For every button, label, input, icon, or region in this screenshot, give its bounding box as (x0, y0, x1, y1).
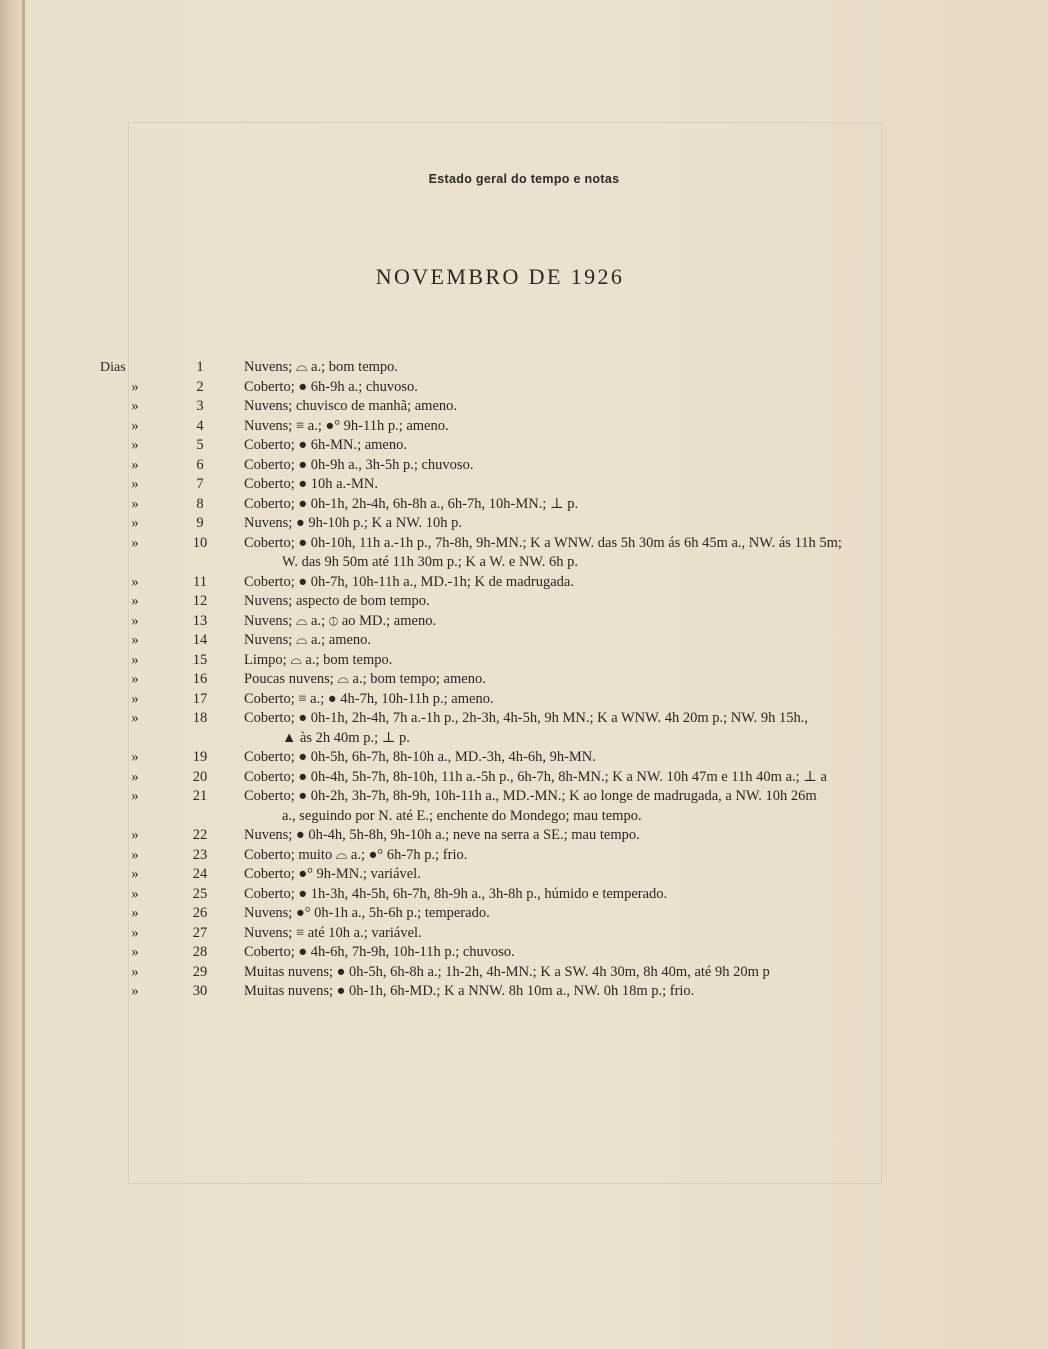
weather-note (244, 885, 904, 905)
weather-note-line: Limpo; ⌓ a.; bom tempo. (244, 651, 393, 668)
day-number: 10 (192, 534, 208, 551)
weather-note-line: Coberto; ● 6h-MN.; ameno. (244, 437, 407, 453)
day-number: 2 (196, 378, 204, 395)
weather-note-line: Nuvens; aspecto de bom tempo. (244, 593, 430, 609)
ditto-mark: » (131, 612, 139, 629)
entry-row (0, 709, 1048, 748)
day-number: 19 (192, 749, 208, 765)
weather-note (244, 573, 904, 593)
day-number: 11 (193, 573, 207, 590)
weather-note-line: Nuvens; ●° 0h-1h a., 5h-6h p.; temperado. (244, 905, 490, 921)
weather-note-line: Muitas nuvens; ● 0h-5h, 6h-8h a.; 1h-2h, 4h-MN.; K a SW. 4h 30m, 8h 40m, até 9h 20m p (244, 963, 770, 980)
ditto-mark: » (131, 885, 139, 902)
day-number: 21 (192, 788, 208, 804)
weather-note-line: Coberto; ≡ a.; ● 4h-7h, 10h-11h p.; ameno. (244, 690, 494, 707)
weather-note-line: Coberto; ● 0h-2h, 3h-7h, 8h-9h, 10h-11h a., MD.-MN.; K ao longe de madrugada, a NW. 10h 26m (244, 788, 817, 804)
ditto-mark: » (131, 515, 139, 531)
ditto-mark: » (131, 437, 139, 453)
entry-row (0, 456, 1048, 476)
entry-row (0, 436, 1048, 456)
weather-note (244, 514, 904, 534)
weather-note-line: Poucas nuvens; ⌓ a.; bom tempo; ameno. (244, 671, 486, 687)
ditto-mark: » (131, 846, 139, 863)
ditto-mark: » (131, 710, 139, 726)
day-number: 26 (192, 905, 208, 921)
entry-row (0, 904, 1048, 924)
entry-row (0, 378, 1048, 398)
ditto-mark: » (131, 534, 139, 551)
ditto-mark: » (131, 924, 139, 941)
day-number: 24 (192, 866, 208, 882)
weather-note-line: Coberto; ● 0h-1h, 2h-4h, 7h a.-1h p., 2h-3h, 4h-5h, 9h MN.; K a WNW. 4h 20m p.; NW. 9h 15h., (244, 710, 809, 726)
entry-row (0, 514, 1048, 534)
entry-row (0, 631, 1048, 651)
weather-note (244, 846, 904, 866)
weather-note (244, 768, 904, 788)
weather-note (244, 378, 904, 398)
weather-note-line: Nuvens; ● 0h-4h, 5h-8h, 9h-10h a.; neve na serra a SE.; mau tempo. (244, 827, 640, 843)
weather-note (244, 631, 904, 651)
weather-note-line: Nuvens; ≡ a.; ●° 9h-11h p.; ameno. (244, 417, 449, 434)
entry-row (0, 924, 1048, 944)
weather-note (244, 963, 904, 983)
weather-note-continuation: a., seguindo por N. até E.; enchente do Mondego; mau tempo. (282, 807, 642, 824)
entry-row (0, 943, 1048, 963)
day-number: 8 (196, 495, 204, 512)
entry-row (0, 846, 1048, 866)
entry-row (0, 495, 1048, 515)
entry-row (0, 748, 1048, 768)
weather-note (244, 612, 904, 632)
weather-note-line: Coberto; ●° 9h-MN.; variável. (244, 866, 421, 882)
weather-note-line: Coberto; ● 6h-9h a.; chuvoso. (244, 378, 418, 395)
day-number: 3 (196, 398, 204, 414)
day-number: 30 (192, 983, 208, 999)
weather-note-line: Nuvens; ⌓ a.; ⦶ ao MD.; ameno. (244, 612, 437, 629)
day-number: 25 (192, 885, 208, 902)
weather-note-line: Coberto; ● 0h-7h, 10h-11h a., MD.-1h; K de madrugada. (244, 573, 574, 590)
entry-row (0, 417, 1048, 437)
entry-row (0, 475, 1048, 495)
weather-note-line: Coberto; ● 0h-9h a., 3h-5h p.; chuvoso. (244, 456, 474, 473)
day-number: 16 (192, 671, 208, 687)
weather-note (244, 982, 904, 1002)
day-number: 20 (192, 768, 208, 785)
ditto-mark: » (131, 593, 139, 609)
weather-note (244, 358, 904, 378)
day-number: 17 (192, 690, 208, 707)
ditto-mark: » (131, 866, 139, 882)
day-number: 12 (192, 593, 208, 609)
ditto-mark: » (131, 632, 139, 648)
day-number: 9 (196, 515, 204, 531)
weather-note (244, 709, 904, 748)
entry-row (0, 651, 1048, 671)
entry-row (0, 826, 1048, 846)
weather-note-line: Coberto; ● 0h-4h, 5h-7h, 8h-10h, 11h a.-5h p., 6h-7h, 8h-MN.; K a NW. 10h 47m e 11h 40m a.; ⊥ a (244, 768, 827, 785)
weather-note-continuation: ▲ às 2h 40m p.; ⊥ p. (282, 729, 410, 746)
ditto-mark: » (131, 651, 139, 668)
weather-note (244, 748, 904, 768)
day-number: 6 (196, 456, 204, 473)
entry-row (0, 865, 1048, 885)
entry-row (0, 885, 1048, 905)
day-number: 23 (192, 846, 208, 863)
page-title: NOVEMBRO DE 1926 (375, 264, 625, 289)
ditto-mark: » (131, 417, 139, 434)
entry-row (0, 768, 1048, 788)
weather-note-line: Muitas nuvens; ● 0h-1h, 6h-MD.; K a NNW. 8h 10m a., NW. 0h 18m p.; frio. (244, 983, 695, 999)
dias-label: Dias (100, 360, 126, 375)
weather-note-line: Coberto; ● 0h-1h, 2h-4h, 6h-8h a., 6h-7h, 10h-MN.; ⊥ p. (244, 495, 579, 512)
weather-note-continuation: W. das 9h 50m até 11h 30m p.; K a W. e NW. 6h p. (282, 554, 579, 570)
weather-note (244, 475, 904, 495)
weather-note (244, 436, 904, 456)
day-number: 18 (192, 710, 208, 726)
weather-note-line: Nuvens; ⌓ a.; bom tempo. (244, 359, 399, 375)
weather-note (244, 534, 904, 573)
entry-row (0, 397, 1048, 417)
entry-row (0, 670, 1048, 690)
ditto-mark: » (131, 768, 139, 785)
entry-row (0, 358, 1048, 378)
ditto-mark: » (131, 827, 139, 843)
weather-note-line: Nuvens; ● 9h-10h p.; K a NW. 10h p. (244, 515, 463, 531)
weather-entries (0, 358, 1048, 1002)
entry-row (0, 982, 1048, 1002)
weather-note-line: Coberto; ● 0h-5h, 6h-7h, 8h-10h a., MD.-3h, 4h-6h, 9h-MN. (244, 749, 596, 765)
ditto-mark: » (131, 944, 139, 960)
day-number: 28 (192, 944, 208, 960)
weather-note-line: Coberto; ● 4h-6h, 7h-9h, 10h-11h p.; chuvoso. (244, 944, 515, 960)
ditto-mark: » (131, 573, 139, 590)
weather-note-line: Nuvens; ⌓ a.; ameno. (244, 632, 372, 648)
day-number: 5 (196, 437, 204, 453)
weather-note-line: Nuvens; chuvisco de manhã; ameno. (244, 398, 458, 414)
ditto-mark: » (131, 983, 139, 999)
ditto-mark: » (131, 905, 139, 921)
weather-note (244, 417, 904, 437)
weather-note (244, 670, 904, 690)
weather-note (244, 826, 904, 846)
entry-row (0, 592, 1048, 612)
weather-note-line: Coberto; muito ⌓ a.; ●° 6h-7h p.; frio. (244, 846, 468, 863)
entry-row (0, 690, 1048, 710)
ditto-mark: » (131, 456, 139, 473)
weather-note-line: Nuvens; ≡ até 10h a.; variável. (244, 924, 422, 941)
ditto-mark: » (131, 398, 139, 414)
weather-note-line: Coberto; ● 0h-10h, 11h a.-1h p., 7h-8h, 9h-MN.; K a WNW. das 5h 30m ás 6h 45m a., NW. ás 11h 5m; (244, 534, 842, 551)
ditto-mark: » (131, 671, 139, 687)
weather-note (244, 651, 904, 671)
section-header: Estado geral do tempo e notas (428, 172, 620, 186)
ditto-mark: » (131, 690, 139, 707)
entry-row (0, 612, 1048, 632)
day-number: 15 (192, 651, 208, 668)
ditto-mark: » (131, 788, 139, 804)
day-number: 7 (196, 476, 204, 492)
ditto-mark: » (131, 495, 139, 512)
weather-note (244, 865, 904, 885)
entry-row (0, 534, 1048, 573)
ditto-mark: » (131, 378, 139, 395)
weather-note-line: Coberto; ● 10h a.-MN. (244, 476, 379, 492)
weather-note (244, 592, 904, 612)
weather-note (244, 397, 904, 417)
day-number: 14 (192, 632, 208, 648)
entry-row (0, 963, 1048, 983)
day-number: 1 (196, 359, 204, 375)
weather-note (244, 943, 904, 963)
weather-note (244, 456, 904, 476)
ditto-mark: » (131, 476, 139, 492)
day-number: 29 (192, 963, 208, 980)
weather-note (244, 690, 904, 710)
weather-note (244, 904, 904, 924)
weather-note (244, 495, 904, 515)
day-number: 27 (192, 924, 208, 941)
ditto-mark: » (131, 749, 139, 765)
day-number: 4 (196, 417, 204, 434)
day-number: 13 (192, 612, 208, 629)
entry-row (0, 573, 1048, 593)
weather-note (244, 924, 904, 944)
ditto-mark: » (131, 963, 139, 980)
day-number: 22 (192, 827, 208, 843)
weather-note (244, 787, 904, 826)
entry-row (0, 787, 1048, 826)
weather-note-line: Coberto; ● 1h-3h, 4h-5h, 6h-7h, 8h-9h a., 3h-8h p., húmido e temperado. (244, 885, 668, 902)
